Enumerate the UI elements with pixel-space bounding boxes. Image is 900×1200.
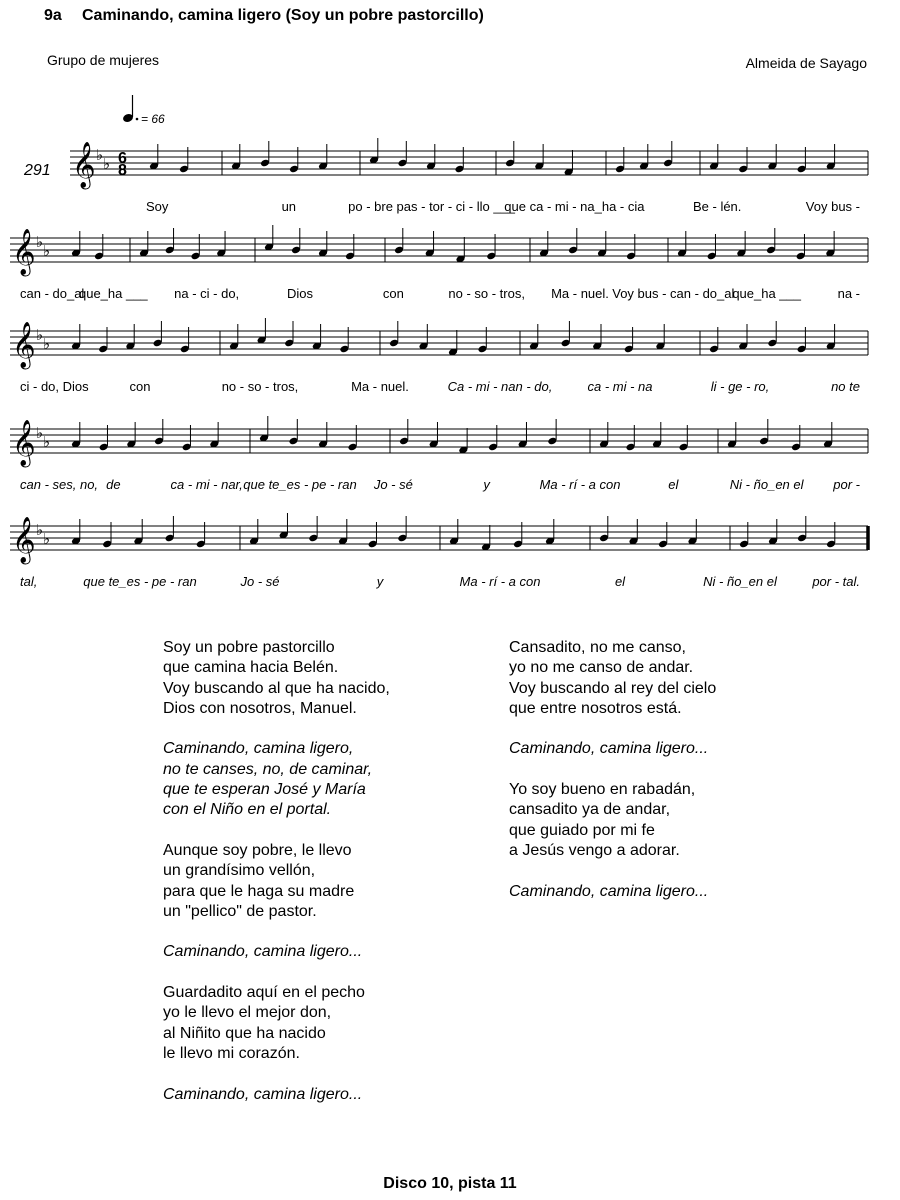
song-number: 9a: [44, 7, 62, 24]
score-lyric-syllables: Be - lén.: [692, 199, 742, 214]
treble-clef-icon: 𝄞: [12, 323, 36, 367]
lyrics-column-right: [509, 638, 829, 922]
score-lyric-syllables: can - do_al: [20, 286, 85, 301]
refrain-stanza: [163, 942, 483, 962]
score-lyric-syllables: y: [376, 574, 384, 589]
lyric-line: que guiado por mi fe: [509, 821, 655, 839]
refrain-stanza: [163, 739, 483, 820]
lyric-line: Cansadito, no me canso,: [509, 639, 686, 656]
verse-stanza: [163, 841, 483, 922]
score-lyric-syllables: no - so - tros,: [448, 286, 525, 301]
lyric-line: que te esperan José y María: [163, 781, 366, 799]
score-lyric-syllables: de: [106, 477, 121, 492]
score-lyric-syllables: que ca - mi - na_ha - cia: [504, 199, 645, 214]
lyric-line: un grandísimo vellón,: [163, 862, 316, 880]
flat-icon: ♭: [96, 147, 104, 164]
score-lyric-syllables: Dios: [286, 286, 314, 301]
score-lyric-syllables: Ma - rí - a con: [459, 574, 541, 589]
score-lyric-syllables: li - ge - ro,: [710, 379, 770, 394]
lyric-line: que entre nosotros está.: [509, 699, 682, 717]
lyric-line: Caminando, camina ligero...: [163, 1085, 363, 1103]
lyric-line: que camina hacia Belén.: [163, 659, 339, 677]
verse-stanza: [509, 638, 829, 719]
verse-stanza: [163, 983, 483, 1064]
score-lyric-syllables: y: [483, 477, 490, 492]
lyric-line: le llevo mi corazón.: [163, 1044, 300, 1062]
score-lyric-syllables: un: [281, 199, 297, 214]
score-lyric-syllables: Ma - nuel.: [551, 286, 609, 301]
score-lyric-syllables: ca - mi - na: [587, 379, 653, 394]
verse-stanza: [509, 780, 829, 861]
tempo-marking: [122, 95, 165, 126]
lyric-line: al Niñito que ha nacido: [163, 1024, 326, 1042]
flat-icon: ♭: [43, 336, 51, 353]
lyric-line: Dios con nosotros, Manuel.: [163, 699, 357, 717]
refrain-stanza: [163, 1085, 483, 1105]
lyric-line: yo no me canso de andar.: [509, 659, 694, 677]
score-lyric-syllables: Jo - sé: [240, 574, 280, 589]
score-lyric-syllables: Jo - sé: [373, 477, 413, 492]
lyric-line: Soy un pobre pastorcillo: [163, 639, 335, 656]
lyric-line: Caminando, camina ligero...: [509, 740, 709, 758]
lyric-line: Yo soy bueno en rabadán,: [509, 781, 696, 799]
performer-label: Grupo de mujeres: [47, 52, 160, 68]
score-lyric-syllables: Ma - nuel.: [351, 379, 409, 394]
score-lyric-syllables: Ni - ño_en el: [703, 574, 777, 589]
score-lyric-syllables: po - bre pas - tor - ci - llo ___: [348, 199, 516, 214]
score-lyric-syllables: ca - mi - nar,: [170, 477, 243, 492]
lyric-line: Aunque soy pobre, le llevo: [163, 841, 352, 859]
flat-icon: ♭: [36, 522, 44, 539]
flat-icon: ♭: [36, 425, 44, 442]
score-lyric-syllables: Ma - rí - a con: [539, 477, 621, 492]
staff-system: [70, 138, 868, 214]
music-score: [0, 95, 900, 615]
treble-clef-icon: 𝄞: [12, 230, 36, 274]
lyric-line: Voy buscando al que ha nacido,: [163, 679, 390, 697]
flat-icon: ♭: [43, 434, 51, 451]
lyric-line: con el Niño en el portal.: [163, 801, 332, 819]
score-lyric-syllables: que te_es - pe - ran: [243, 477, 357, 492]
refrain-stanza: [509, 739, 829, 759]
song-title: Caminando, camina ligero (Soy un pobre pastorcillo): [82, 7, 484, 24]
score-lyric-syllables: no - so - tros,: [221, 379, 299, 394]
lyric-line: Caminando, camina ligero...: [509, 882, 709, 900]
lyric-line: no te canses, no, de caminar,: [163, 760, 373, 778]
score-lyric-syllables: que te_es - pe - ran: [83, 574, 197, 589]
flat-icon: ♭: [103, 156, 111, 173]
treble-clef-icon: 𝄞: [12, 421, 36, 465]
tempo-value: = 66: [141, 112, 165, 126]
score-lyric-syllables: por -: [833, 477, 860, 492]
lyric-line: para que le haga su madre: [163, 882, 355, 900]
time-sig-bottom: 8: [118, 162, 127, 179]
refrain-stanza: [509, 882, 829, 902]
score-lyric-syllables: el: [614, 574, 626, 589]
flat-icon: ♭: [36, 234, 44, 251]
flat-icon: ♭: [43, 243, 51, 260]
score-lyric-syllables: tal,: [20, 574, 38, 589]
lyric-line: cansadito ya de andar,: [509, 801, 671, 819]
score-lyric-syllables: que_ha ___: [78, 286, 148, 301]
measure-number: 291: [24, 162, 51, 179]
score-lyric-syllables: can - ses, no,: [20, 477, 99, 492]
score-lyric-syllables: Ni - ño_en el: [729, 477, 804, 492]
score-lyric-syllables: el: [668, 477, 679, 492]
lyric-line: Voy buscando al rey del cielo: [509, 679, 717, 697]
treble-clef-icon: 𝄞: [12, 518, 36, 562]
score-lyric-syllables: que_ha ___: [732, 286, 802, 301]
score-lyric-syllables: ci - do, Dios: [20, 379, 89, 394]
lyric-line: Caminando, camina ligero...: [163, 943, 363, 961]
lyric-line: Guardadito aquí en el pecho: [163, 984, 365, 1002]
footer-track-info: Disco 10, pista 11: [383, 1175, 517, 1192]
staff-system: [10, 513, 868, 589]
flat-icon: ♭: [43, 531, 51, 548]
lyric-line: un "pellico" de pastor.: [163, 902, 317, 920]
score-lyric-syllables: no te: [831, 379, 860, 394]
staff-system: [10, 225, 868, 301]
staff-system: [10, 318, 868, 394]
score-lyric-syllables: por - tal.: [812, 574, 860, 589]
score-lyric-syllables: con: [129, 379, 151, 394]
score-lyric-syllables: na - ci - do,: [174, 286, 240, 301]
place-label: Almeida de Sayago: [745, 55, 867, 71]
lyric-line: yo le llevo el mejor don,: [163, 1004, 332, 1022]
score-lyric-syllables: con: [382, 286, 404, 301]
score-lyric-syllables: Voy bus - can - do_al: [612, 286, 735, 301]
lyric-line: Caminando, camina ligero,: [163, 740, 354, 758]
lyric-line: a Jesús vengo a adorar.: [509, 841, 680, 859]
flat-icon: ♭: [36, 327, 44, 344]
verse-stanza: [163, 638, 483, 719]
score-lyric-syllables: na -: [837, 286, 860, 301]
staff-system: [10, 416, 868, 492]
time-sig-top: 6: [118, 150, 127, 167]
score-lyric-syllables: Ca - mi - nan - do,: [447, 379, 553, 394]
treble-clef-icon: 𝄞: [72, 143, 96, 187]
score-lyric-syllables: Soy: [146, 199, 169, 214]
lyrics-column-left: [163, 638, 483, 1125]
score-lyric-syllables: Voy bus -: [805, 199, 860, 214]
